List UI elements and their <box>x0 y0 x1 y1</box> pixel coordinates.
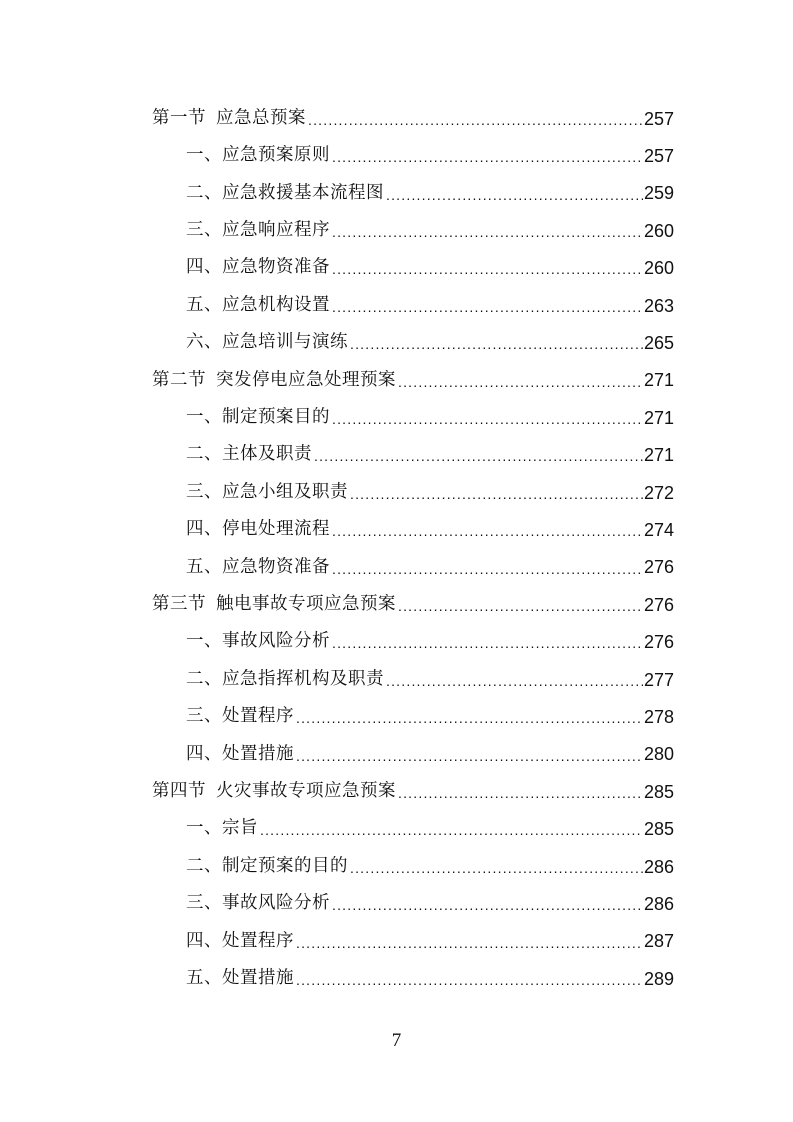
dot-leader <box>332 411 643 429</box>
toc-entry-page: 259 <box>643 183 674 204</box>
toc-entry-title: 一、制定预案目的 <box>186 406 330 427</box>
toc-entry-title: 一、应急预案原则 <box>186 145 330 166</box>
toc-section-number: 第二节 <box>152 369 206 390</box>
dot-leader <box>332 561 643 579</box>
toc-entry-title: 三、事故风险分析 <box>186 893 330 914</box>
toc-entry-page: 287 <box>643 931 674 952</box>
toc-entry-title: 二、应急指挥机构及职责 <box>186 668 384 689</box>
dot-leader <box>398 785 643 803</box>
toc-entry-page: 271 <box>643 370 674 391</box>
toc-entry-subsection[interactable] <box>152 923 674 960</box>
dot-leader <box>308 112 643 130</box>
dot-leader <box>332 261 643 279</box>
toc-entry-page: 289 <box>643 968 674 989</box>
toc-entry-subsection[interactable] <box>152 137 674 174</box>
toc-entry-title: 四、处置程序 <box>186 930 294 951</box>
toc-entry-section[interactable] <box>152 773 674 810</box>
toc-entry-page: 263 <box>643 295 674 316</box>
toc-entry-subsection[interactable] <box>152 698 674 735</box>
dot-leader <box>332 897 643 915</box>
dot-leader <box>296 935 643 953</box>
toc-entry-section[interactable] <box>152 586 674 623</box>
toc-section-number: 第四节 <box>152 780 206 801</box>
toc-entry-page: 286 <box>643 893 674 914</box>
toc-entry-title: 三、处置程序 <box>186 706 294 727</box>
toc-entry-page: 285 <box>643 781 674 802</box>
dot-leader <box>398 374 643 392</box>
toc-entry-page: 276 <box>643 557 674 578</box>
toc-entry-title: 四、停电处理流程 <box>186 519 330 540</box>
toc-entry-title: 应急总预案 <box>216 107 306 128</box>
toc-entry-title: 三、应急响应程序 <box>186 219 330 240</box>
toc-entry-page: 274 <box>643 519 674 540</box>
toc-entry-page: 272 <box>643 482 674 503</box>
toc-entry-title: 一、宗旨 <box>186 818 258 839</box>
toc-entry-title: 二、制定预案的目的 <box>186 855 348 876</box>
toc-entry-title: 五、应急物资准备 <box>186 556 330 577</box>
dot-leader <box>332 299 643 317</box>
toc-entry-section[interactable] <box>152 100 674 137</box>
toc-entry-page: 286 <box>643 856 674 877</box>
dot-leader <box>350 486 643 504</box>
toc-entry-subsection[interactable] <box>152 212 674 249</box>
toc-entry-subsection[interactable] <box>152 848 674 885</box>
toc-entry-title: 二、应急救援基本流程图 <box>186 182 384 203</box>
toc-entry-page: 280 <box>643 744 674 765</box>
toc-entry-subsection[interactable] <box>152 175 674 212</box>
dot-leader <box>260 822 643 840</box>
dot-leader <box>386 187 643 205</box>
toc-entry-title: 五、应急机构设置 <box>186 294 330 315</box>
dot-leader <box>332 224 643 242</box>
toc-entry-subsection[interactable] <box>152 250 674 287</box>
dot-leader <box>350 336 643 354</box>
toc-entry-page: 277 <box>643 669 674 690</box>
toc-entry-page: 257 <box>643 145 674 166</box>
toc-entry-subsection[interactable] <box>152 811 674 848</box>
toc-entry-subsection[interactable] <box>152 549 674 586</box>
toc-entry-subsection[interactable] <box>152 399 674 436</box>
toc-entry-page: 257 <box>643 108 674 129</box>
toc-entry-title: 火灾事故专项应急预案 <box>216 780 396 801</box>
toc-entry-title: 四、应急物资准备 <box>186 257 330 278</box>
toc-entry-subsection[interactable] <box>152 661 674 698</box>
toc-entry-section[interactable] <box>152 362 674 399</box>
page-number: 7 <box>391 1030 402 1051</box>
toc-entry-title: 二、主体及职责 <box>186 444 312 465</box>
toc-entry-subsection[interactable] <box>152 885 674 922</box>
toc-entry-subsection[interactable] <box>152 287 674 324</box>
toc-entry-page: 285 <box>643 819 674 840</box>
toc-entry-title: 一、事故风险分析 <box>186 631 330 652</box>
dot-leader <box>296 748 643 766</box>
dot-leader <box>332 523 643 541</box>
toc-entry-page: 260 <box>643 220 674 241</box>
dot-leader <box>332 635 643 653</box>
dot-leader <box>398 598 643 616</box>
toc-entry-page: 271 <box>643 407 674 428</box>
toc-entry-subsection[interactable] <box>152 960 674 997</box>
toc-entry-page: 265 <box>643 332 674 353</box>
toc-entry-title: 触电事故专项应急预案 <box>216 593 396 614</box>
toc-entry-title: 五、处置措施 <box>186 967 294 988</box>
toc-entry-page: 276 <box>643 632 674 653</box>
toc-entry-page: 260 <box>643 258 674 279</box>
dot-leader <box>350 860 643 878</box>
dot-leader <box>296 972 643 990</box>
toc-entry-title: 四、处置措施 <box>186 743 294 764</box>
dot-leader <box>314 448 643 466</box>
toc-section-number: 第一节 <box>152 107 206 128</box>
toc-entry-subsection[interactable] <box>152 511 674 548</box>
toc-entry-title: 三、应急小组及职责 <box>186 481 348 502</box>
toc-entry-page: 276 <box>643 594 674 615</box>
toc-entry-title: 六、应急培训与演练 <box>186 332 348 353</box>
dot-leader <box>296 710 643 728</box>
toc-entry-subsection[interactable] <box>152 437 674 474</box>
toc-entry-subsection[interactable] <box>152 624 674 661</box>
dot-leader <box>332 149 643 167</box>
dot-leader <box>386 673 643 691</box>
toc-entry-page: 278 <box>643 706 674 727</box>
toc-entry-subsection[interactable] <box>152 474 674 511</box>
toc-entry-page: 271 <box>643 445 674 466</box>
toc-entry-subsection[interactable] <box>152 736 674 773</box>
toc-section-number: 第三节 <box>152 593 206 614</box>
toc-entry-title: 突发停电应急处理预案 <box>216 369 396 390</box>
toc-entry-subsection[interactable] <box>152 324 674 361</box>
